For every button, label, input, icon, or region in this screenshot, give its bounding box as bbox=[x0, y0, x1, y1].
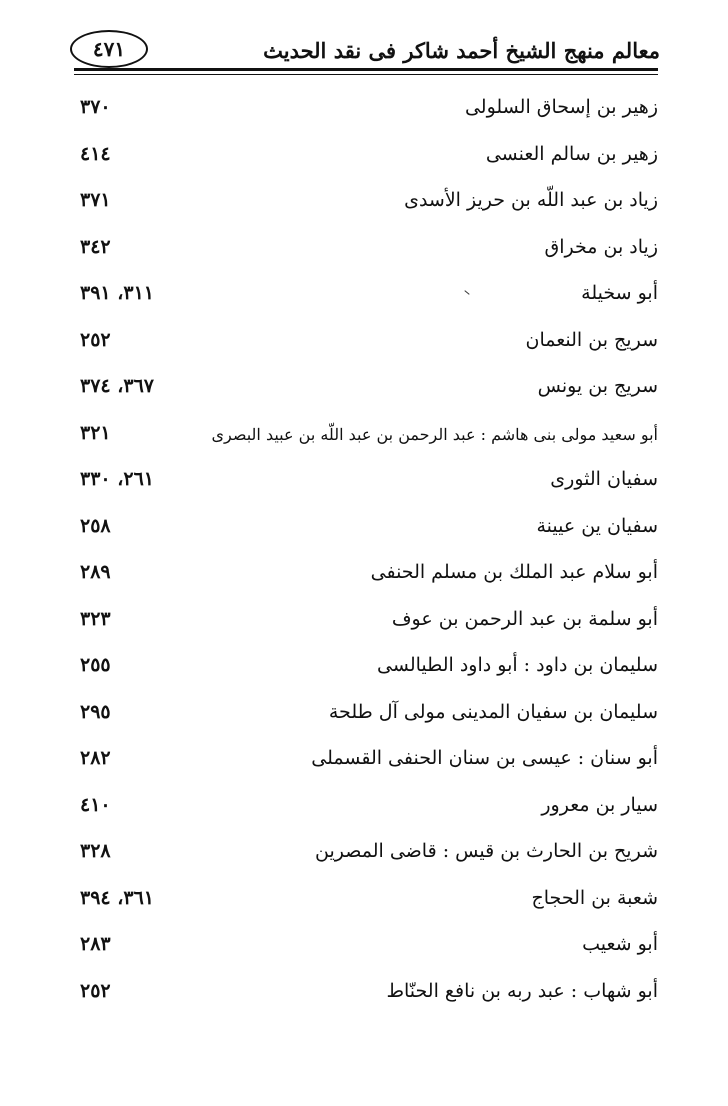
index-entry bbox=[80, 414, 658, 461]
entry-name: سليمان بن داود : أبو داود الطيالسى bbox=[377, 654, 658, 676]
index-entry bbox=[80, 274, 658, 321]
index-entry bbox=[80, 925, 658, 972]
index-entry bbox=[80, 228, 658, 275]
index-entry bbox=[80, 135, 658, 182]
index-entry bbox=[80, 181, 658, 228]
index-entry bbox=[80, 972, 658, 1019]
index-entry bbox=[80, 553, 658, 600]
entry-pages: ٣٦١، ٣٩٤ bbox=[80, 886, 154, 909]
index-entry bbox=[80, 507, 658, 554]
entry-pages: ٣٦٧، ٣٧٤ bbox=[80, 375, 154, 397]
entry-pages: ٤١٤ bbox=[80, 142, 111, 165]
entry-pages: ٢٥٨ bbox=[80, 514, 111, 537]
index-entry bbox=[80, 367, 658, 414]
header-rule-thin bbox=[74, 74, 658, 75]
entry-name: سيار بن معرور bbox=[541, 793, 658, 816]
book-title: معالم منهج الشيخ أحمد شاكر فى نقد الحديث bbox=[263, 38, 660, 63]
entry-pages: ٢٦١، ٣٣٠ bbox=[80, 468, 154, 490]
entry-name: سريج بن النعمان bbox=[525, 328, 658, 351]
entry-name: سريج بن يونس bbox=[537, 375, 658, 397]
entry-pages: ٣٧٠ bbox=[80, 96, 111, 118]
entry-name: سفيان ين عيينة bbox=[536, 514, 658, 537]
entry-name: سليمان بن سفيان المدينى مولى آل طلحة bbox=[328, 700, 658, 723]
index-list bbox=[80, 88, 658, 1018]
entry-name: زهير بن إسحاق السلولى bbox=[464, 96, 658, 118]
index-entry bbox=[80, 460, 658, 507]
entry-pages: ٢٥٢ bbox=[80, 328, 111, 351]
entry-pages: ٤١٠ bbox=[80, 793, 111, 816]
entry-name: زياد بن عبد اللّه بن حريز الأسدى bbox=[404, 189, 658, 211]
index-entry bbox=[80, 321, 658, 368]
entry-name: زهير بن سالم العنسى bbox=[485, 142, 658, 165]
entry-name: سفيان الثورى bbox=[550, 468, 658, 490]
entry-pages: ٣٧١ bbox=[80, 189, 111, 211]
index-entry bbox=[80, 879, 658, 926]
index-entry bbox=[80, 693, 658, 740]
entry-pages: ٣٢١ bbox=[80, 421, 111, 444]
entry-name: أبو سعيد مولى بنى هاشم : عبد الرحمن بن عبد اللّه بن عبيد البصرى bbox=[211, 424, 658, 444]
index-entry bbox=[80, 786, 658, 833]
entry-pages: ٢٥٢ bbox=[80, 979, 111, 1002]
entry-name: أبو سلام عبد الملك بن مسلم الحنفى bbox=[370, 561, 658, 583]
entry-name: شريح بن الحارث بن قيس : قاضى المصرين bbox=[315, 840, 658, 862]
entry-pages: ٢٨٩ bbox=[80, 561, 111, 583]
entry-pages: ٣١١، ٣٩١ bbox=[80, 282, 154, 304]
entry-pages: ٢٩٥ bbox=[80, 700, 111, 723]
entry-name: أبو سخيلة bbox=[581, 282, 658, 304]
index-entry bbox=[80, 88, 658, 135]
header-rule-thick bbox=[74, 68, 658, 71]
entry-pages: ٢٨٣ bbox=[80, 933, 111, 955]
entry-name: أبو شهاب : عبد ربه بن نافع الحنّاط bbox=[386, 979, 658, 1002]
entry-name: شعبة بن الحجاج bbox=[531, 886, 658, 909]
entry-name: أبو شعيب bbox=[582, 933, 658, 955]
index-entry bbox=[80, 600, 658, 647]
entry-pages: ٢٥٥ bbox=[80, 654, 111, 676]
entry-name: زياد بن مخراق bbox=[544, 235, 658, 258]
index-entry bbox=[80, 832, 658, 879]
entry-name: أبو سلمة بن عبد الرحمن بن عوف bbox=[391, 607, 658, 630]
entry-pages: ٣٢٨ bbox=[80, 840, 111, 862]
page-number: ٤٧١ bbox=[70, 30, 148, 68]
index-entry bbox=[80, 739, 658, 786]
entry-name: أبو سنان : عيسى بن سنان الحنفى القسملى bbox=[311, 747, 658, 769]
entry-pages: ٢٨٢ bbox=[80, 747, 111, 769]
entry-pages: ٣٢٣ bbox=[80, 607, 111, 630]
entry-pages: ٣٤٢ bbox=[80, 235, 111, 258]
index-entry bbox=[80, 646, 658, 693]
